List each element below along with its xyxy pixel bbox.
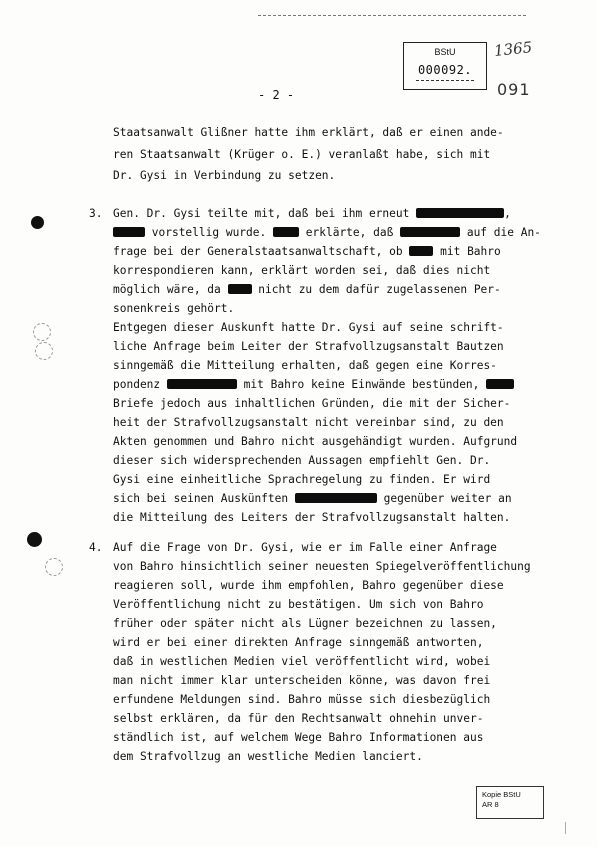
kopie-line-2: AR 8 [482, 800, 499, 809]
redaction-bar [228, 284, 252, 294]
text-line: Entgegen dieser Auskunft hatte Dr. Gysi auf seine schrift- [113, 321, 504, 334]
margin-ink-mark [27, 532, 42, 547]
bstu-stamp [403, 42, 487, 90]
redaction-bar [486, 379, 514, 389]
text-line: erfundene Meldungen sind. Bahro müsse sich diesbezüglich [113, 693, 491, 706]
text-line: Auf die Frage von Dr. Gysi, wie er im Falle einer Anfrage [113, 541, 497, 554]
stamp-number: 000092. [417, 63, 473, 77]
edge-mark [565, 822, 572, 834]
text-line: reagieren soll, wurde ihm empfohlen, Bahro gegenüber diese [113, 579, 504, 592]
redaction-bar [400, 227, 460, 237]
text-line: sonenkreis gehört. [113, 302, 235, 315]
redaction-bar [416, 208, 504, 218]
paragraph-number: 4. [89, 541, 103, 554]
text-line: von Bahro hinsichtlich seiner neuesten Spiegelveröffentlichung [113, 560, 531, 573]
text-line: sich bei seinen Auskünften gegenüber weiter an [113, 492, 512, 505]
redaction-bar [273, 227, 299, 237]
kopie-line-1: Kopie BStU [482, 790, 521, 799]
text-line: möglich wäre, da nicht zu dem dafür zugelassenen Per- [113, 283, 501, 296]
text-line: Veröffentlichung nicht zu bestätigen. Um sich von Bahro [113, 598, 484, 611]
stamp-dashed-line [416, 80, 474, 81]
text-line: dem Strafvollzug an westliche Medien lanciert. [113, 750, 423, 763]
text-line: Akten genommen und Bahro nicht ausgehändigt wurden. Aufgrund [113, 435, 518, 448]
text-line: liche Anfrage beim Leiter der Strafvollzugsanstalt Bautzen [113, 340, 504, 353]
text-line: sinngemäß die Mitteilung erhalten, daß gegen eine Korres- [113, 359, 497, 372]
stamp-label: BStU [434, 47, 456, 57]
kopie-stamp [476, 786, 544, 819]
text-line: vorstellig wurde. erklärte, daß auf die An- [113, 226, 541, 240]
page-number: - 2 - [258, 88, 295, 102]
redaction-bar [167, 379, 237, 389]
text-line: die Mitteilung des Leiters der Strafvollzugsanstalt halten. [113, 511, 511, 524]
text-line: heit der Strafvollzugsanstalt nicht vereinbar sind, zu den [113, 416, 504, 429]
text-line: man nicht immer klar unterscheiden könne, was davon frei [113, 674, 491, 687]
redaction-bar [295, 493, 377, 503]
text-line: Staatsanwalt Glißner hatte ihm erklärt, daß er einen ande- [113, 126, 504, 139]
handwritten-number: 1365 [493, 38, 534, 60]
top-dashed-line [258, 15, 526, 16]
text-line: dieser sich widersprechenden Aussagen empfiehlt Gen. Dr. [113, 454, 491, 467]
text-line: Gen. Dr. Gysi teilte mit, daß bei ihm erneut , [113, 207, 511, 220]
handwritten-folio: 091 [497, 80, 531, 99]
text-line: Gysi eine einheitliche Sprachregelung zu finden. Er wird [113, 473, 491, 486]
paragraph-number: 3. [89, 207, 103, 220]
text-line: selbst erklären, da für den Rechtsanwalt ohnehin unver- [113, 712, 484, 725]
text-line: frage bei der Generalstaatsanwaltschaft, ob mit Bahro [113, 245, 501, 258]
text-line: Briefe jedoch aus inhaltlichen Gründen, die mit der Sicher- [113, 397, 511, 410]
text-line: Dr. Gysi in Verbindung zu setzen. [113, 169, 336, 182]
text-line: ständlich ist, auf welchem Wege Bahro Informationen aus [113, 731, 484, 744]
text-line: daß in westlichen Medien viel veröffentlicht wird, wobei [113, 655, 491, 668]
text-line: früher oder später nicht als Lügner bezeichnen zu lassen, [113, 617, 497, 630]
redaction-bar [409, 246, 433, 256]
text-line: korrespondieren kann, erklärt worden sei, daß dies nicht [113, 264, 491, 277]
text-line: wird er bei einer direkten Anfrage sinngemäß antworten, [113, 636, 484, 649]
margin-ink-mark [31, 216, 44, 229]
redaction-bar [113, 227, 145, 237]
text-line: ren Staatsanwalt (Krüger o. E.) veranlaßt habe, sich mit [113, 148, 491, 161]
text-line: pondenz mit Bahro keine Einwände bestünden, [113, 378, 514, 392]
